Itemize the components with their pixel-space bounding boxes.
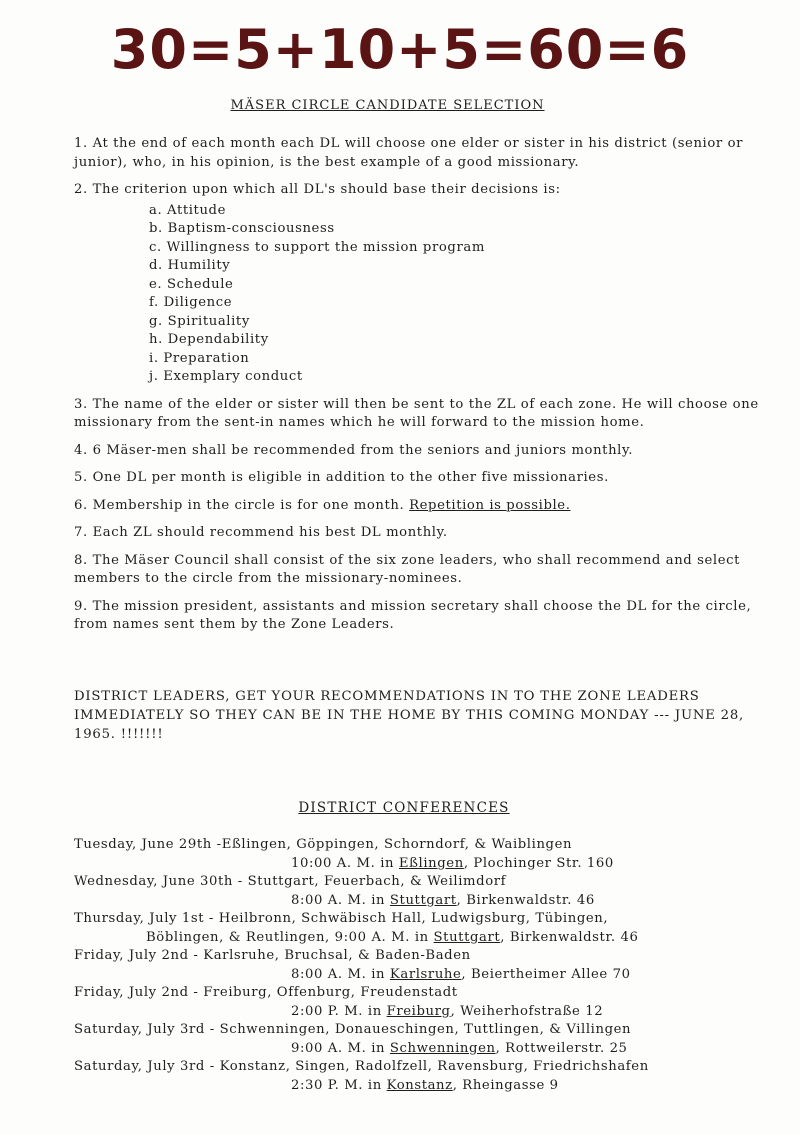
rule-5: 5. One DL per month is eligible in addition to the other five missionaries. — [74, 470, 609, 485]
conference-city: Eßlingen — [398, 855, 464, 871]
rule-7: 7. Each ZL should recommend his best DL monthly. — [74, 525, 448, 540]
criterion-item: g. Spirituality — [149, 313, 250, 329]
district-leaders-notice: DISTRICT LEADERS, GET YOUR RECOMMENDATIONS IN TO THE ZONE LEADERS IMMEDIATELY SO THEY CAN BE IN THE HOME BY THIS COMING MONDAY --- JUNE 28, 1965. !!!!!!! — [74, 689, 745, 742]
rule-4: 4. 6 Mäser-men shall be recommended from the seniors and juniors monthly. — [74, 442, 634, 458]
conference-city: Karlsruhe — [389, 966, 462, 982]
conference-head: Wednesday, June 30th - Stuttgart, Feuerbach, & Weilimdorf — [74, 874, 507, 889]
criterion-item: b. Baptism-consciousness — [149, 221, 335, 236]
conference-city: Konstanz — [386, 1077, 453, 1093]
criterion-item: f. Diligence — [149, 295, 233, 310]
conference-time: 8:00 A. M. in Stuttgart, Birkenwaldstr. 46 — [291, 892, 595, 908]
criterion-item: e. Schedule — [149, 276, 234, 292]
conference-head: Tuesday, June 29th -Eßlingen, Göppingen, Schorndorf, & Waiblingen — [74, 837, 573, 852]
rule-8: 8. The Mäser Council shall consist of the six zone leaders, who shall recommend and select members to the circle from the missionary-nominees. — [74, 552, 741, 586]
conference-head: Friday, July 2nd - Freiburg, Offenburg, Freudenstadt — [74, 985, 458, 1000]
conference-city: Stuttgart — [389, 892, 457, 908]
conference-time: 8:00 A. M. in Karlsruhe, Beiertheimer Allee 70 — [291, 966, 631, 982]
rule-6-text: 6. Membership in the circle is for one month. — [74, 497, 405, 513]
conference-city: Freiburg — [386, 1003, 451, 1019]
criterion-item: i. Preparation — [149, 350, 250, 366]
conference-time: 10:00 A. M. in Eßlingen, Plochinger Str. 160 — [291, 855, 614, 871]
rule-2: 2. The criterion upon which all DL's should base their decisions is: — [74, 182, 561, 197]
conference-head: Thursday, July 1st - Heilbronn, Schwäbisch Hall, Ludwigsburg, Tübingen, — [74, 911, 609, 926]
rule-6 — [74, 497, 764, 516]
conference-city: Stuttgart — [433, 929, 501, 945]
document-title: MÄSER CIRCLE CANDIDATE SELECTION — [230, 98, 545, 113]
criterion-item: c. Willingness to support the mission program — [149, 239, 485, 255]
criterion-item: h. Dependability — [149, 332, 269, 347]
criterion-item: j. Exemplary conduct — [149, 369, 303, 384]
conference-head: Saturday, July 3rd - Konstanz, Singen, Radolfzell, Ravensburg, Friedrichshafen — [74, 1059, 649, 1074]
conference-head: Saturday, July 3rd - Schwenningen, Donaueschingen, Tuttlingen, & Villingen — [74, 1022, 632, 1037]
conferences-title: DISTRICT CONFERENCES — [298, 800, 510, 816]
conference-time: 2:30 P. M. in Konstanz, Rheingasse 9 — [291, 1077, 559, 1093]
conference-time: 2:00 P. M. in Freiburg, Weiherhofstraße 12 — [291, 1003, 604, 1019]
rule-6-underlined: Repetition is possible. — [409, 497, 571, 513]
rule-9: 9. The mission president, assistants and mission secretary shall choose the DL for the circle, from names sent them by the Zone Leaders. — [74, 598, 752, 632]
criteria-list — [74, 202, 764, 387]
rule-3: 3. The name of the elder or sister will then be sent to the ZL of each zone. He will choose one missionary from the sent-in names which he will forward to the mission home. — [74, 396, 759, 430]
criterion-item: a. Attitude — [149, 202, 226, 218]
criterion-item: d. Humility — [149, 258, 231, 273]
conference-head: Friday, July 2nd - Karlsruhe, Bruchsal, & Baden-Baden — [74, 948, 471, 963]
rule-1: 1. At the end of each month each DL will choose one elder or sister in his district (senior or junior), who, in his opinion, is the best example of a good missionary. — [74, 136, 744, 170]
selection-rules — [74, 135, 764, 644]
conferences-list — [74, 836, 774, 1095]
conference-city: Schwenningen — [389, 1040, 496, 1056]
conference-time: 9:00 A. M. in Schwenningen, Rottweilerstr. 25 — [291, 1040, 628, 1056]
headline-equation: 30=5+10+5=60=6 — [110, 18, 690, 81]
conference-time: Böblingen, & Reutlingen, 9:00 A. M. in Stuttgart, Birkenwaldstr. 46 — [146, 929, 639, 945]
